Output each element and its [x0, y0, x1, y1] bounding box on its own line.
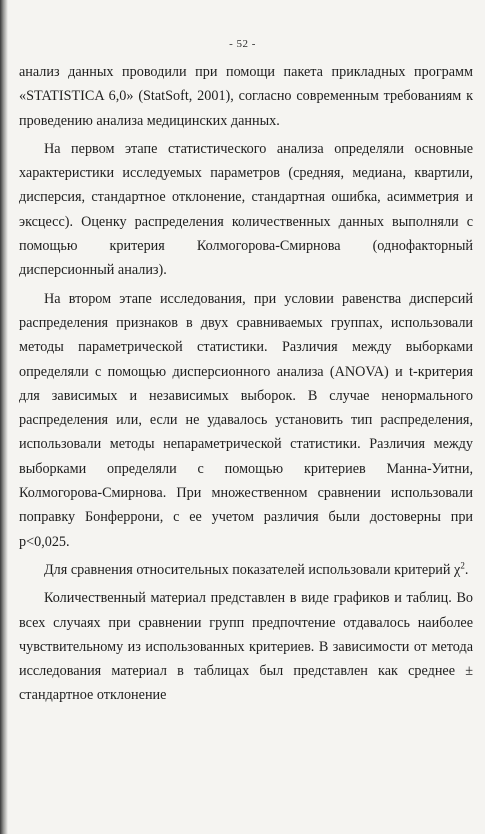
- paragraph-presentation: Количественный материал представлен в виде графиков и таблиц. Во всех случаях при сравнении групп предпочтение отдавалось наиболее чувствительному из использованных критериев. В зависимости от метода исследования материал в таблицах был представлен как среднее ± стандартное отклонение: [19, 590, 473, 704]
- paragraph-second-stage: На втором этапе исследования, при условии равенства дисперсий распределения признаков в двух сравниваемых группах, использовали методы параметрической статистики. Различия между выборками определяли с помощью дисперсионного анализа (ANOVA) и t-критерия для зависимых и независимых выборок. В случае ненормального распределения или, если не удавалось установить тип распределения, использовали методы непараметрической статистики. Различия между выборками определяли с помощью критериев Манна-Уитни, Колмогорова-Смирнова. При множественном сравнении использовали поправку Бонферрони, с ее учетом различия были достоверны при p<0,025.: [19, 290, 473, 550]
- paragraph-first-stage: На первом этапе статистического анализа определяли основные характеристики исследуемых параметров (средняя, медиана, квартили, дисперсия, стандартное отклонение, стандартная ошибка, асимметрия и эксцесс). Оценку распределения количественных данных выполняли с помощью критерия Колмогорова-Смирнова (однофакторный дисперсионный анализ).: [19, 140, 473, 279]
- binding-shadow: [0, 0, 8, 834]
- paragraph-chi-square: [19, 558, 473, 582]
- chi-square-text: Для сравнения относительных показателей использовали критерий χ: [44, 561, 461, 578]
- paragraph-software: анализ данных проводили при помощи пакета прикладных программ «STATISTICA 6,0» (StatSoft, 2001), согласно современным требованиям к проведению анализа медицинских данных.: [19, 64, 473, 129]
- chi-square-period: .: [464, 561, 469, 578]
- page-number: - 52 -: [229, 38, 256, 50]
- chi-square-superscript: 2: [460, 560, 465, 571]
- body-text: [19, 60, 473, 708]
